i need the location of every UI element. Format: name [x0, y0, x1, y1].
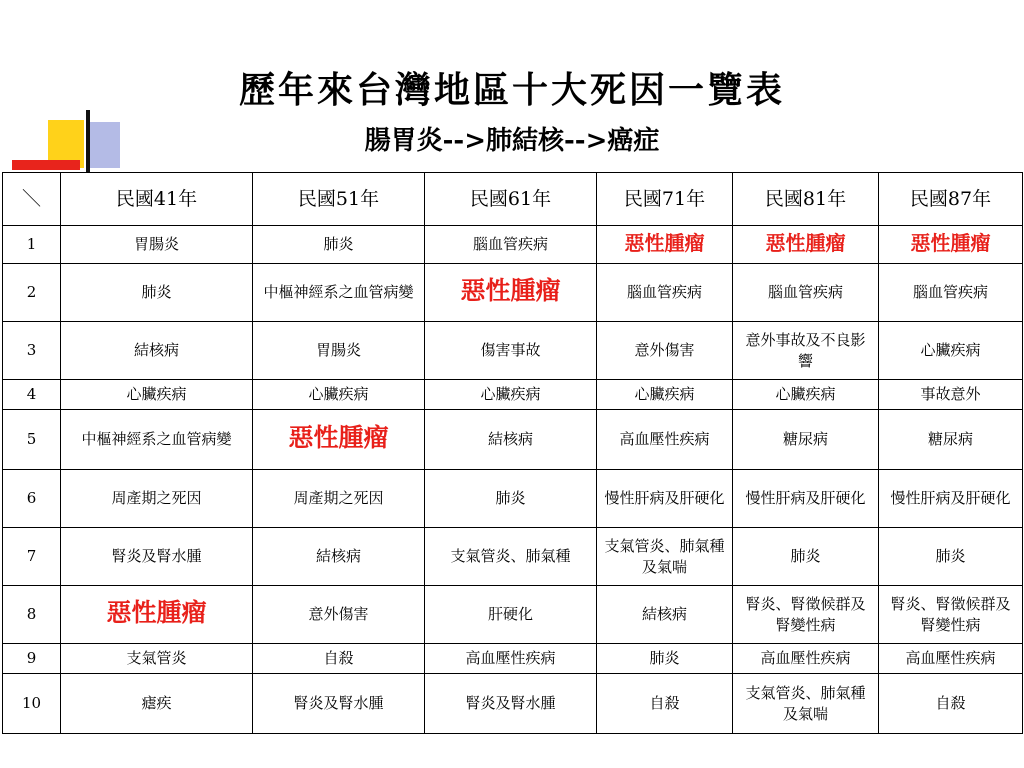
highlighted-cause-text: 惡性腫瘤 [910, 231, 991, 255]
cause-cell [253, 264, 425, 322]
cause-text: 高血壓性疾病 [905, 649, 996, 667]
cause-text: 中樞神經系之血管病變 [81, 430, 232, 448]
cause-text: 心臟疾病 [920, 341, 981, 359]
cause-text: 結核病 [315, 547, 361, 565]
cause-cell [879, 264, 1023, 322]
cause-cell [733, 528, 879, 586]
cause-cell [733, 674, 879, 734]
cause-cell [253, 644, 425, 674]
cause-cell [61, 470, 253, 528]
header-year-cell: 民國81年 [733, 173, 879, 226]
header-year-cell: 民國51年 [253, 173, 425, 226]
cause-text: 結核病 [133, 341, 179, 359]
cause-cell [597, 226, 733, 264]
cause-text: 周產期之死因 [111, 489, 202, 507]
cause-cell [253, 226, 425, 264]
cause-text: 事故意外 [920, 385, 981, 403]
cause-cell [733, 410, 879, 470]
table-row [3, 226, 1023, 264]
cause-cell [879, 380, 1023, 410]
header-year-cell: 民國41年 [61, 173, 253, 226]
cause-text: 心臟疾病 [308, 385, 369, 403]
cause-cell [253, 528, 425, 586]
rank-number-cell: 5 [3, 410, 61, 470]
cause-text: 心臟疾病 [480, 385, 541, 403]
cause-text: 支氣管炎、肺氣種及氣喘 [745, 683, 866, 723]
cause-text: 腦血管疾病 [472, 235, 548, 253]
cause-text: 肺炎 [790, 547, 821, 565]
cause-text: 糖尿病 [927, 430, 973, 448]
highlighted-cause-text: 惡性腫瘤 [288, 423, 389, 452]
cause-text: 支氣管炎、肺氣種及氣喘 [604, 536, 725, 576]
rank-number-cell: 1 [3, 226, 61, 264]
cause-text: 腎炎及腎水腫 [111, 547, 202, 565]
cause-text: 中樞神經系之血管病變 [263, 283, 414, 301]
cause-cell [879, 470, 1023, 528]
rank-number-cell: 9 [3, 644, 61, 674]
cause-text: 腎炎、腎徵候群及腎變性病 [890, 594, 1011, 634]
cause-cell [425, 470, 597, 528]
slide-title: 歷年來台灣地區十大死因一覽表 [238, 69, 785, 111]
decor-red-bar [12, 160, 80, 170]
death-causes-table [2, 172, 1023, 734]
cause-text: 意外事故及不良影響 [745, 330, 866, 370]
cause-cell [425, 528, 597, 586]
rank-number-cell: 3 [3, 322, 61, 380]
cause-cell [425, 380, 597, 410]
cause-text: 心臟疾病 [126, 385, 187, 403]
cause-text: 心臟疾病 [775, 385, 836, 403]
cause-text: 腦血管疾病 [626, 283, 702, 301]
cause-cell [879, 322, 1023, 380]
table-row [3, 380, 1023, 410]
rank-number-cell: 2 [3, 264, 61, 322]
cause-cell [733, 586, 879, 644]
table-row [3, 528, 1023, 586]
cause-cell [61, 674, 253, 734]
table-row [3, 644, 1023, 674]
cause-text: 腦血管疾病 [912, 283, 988, 301]
cause-cell [597, 674, 733, 734]
cause-cell [61, 586, 253, 644]
cause-cell [425, 264, 597, 322]
cause-text: 瘧疾 [141, 694, 172, 712]
cause-text: 高血壓性疾病 [760, 649, 851, 667]
highlighted-cause-text: 惡性腫瘤 [765, 231, 846, 255]
header-row [3, 173, 1023, 226]
cause-text: 肺炎 [323, 235, 354, 253]
cause-cell [61, 226, 253, 264]
rank-number-cell: 8 [3, 586, 61, 644]
cause-cell [733, 322, 879, 380]
cause-cell [61, 644, 253, 674]
cause-cell [253, 470, 425, 528]
cause-text: 腎炎、腎徵候群及腎變性病 [745, 594, 866, 634]
cause-text: 意外傷害 [308, 605, 369, 623]
cause-text: 糖尿病 [782, 430, 828, 448]
cause-cell [597, 528, 733, 586]
table-row [3, 410, 1023, 470]
cause-cell [425, 322, 597, 380]
cause-text: 傷害事故 [480, 341, 541, 359]
cause-cell [61, 264, 253, 322]
cause-cell [61, 380, 253, 410]
cause-cell [253, 586, 425, 644]
rank-number-cell: 10 [3, 674, 61, 734]
cause-cell [253, 674, 425, 734]
cause-cell [879, 586, 1023, 644]
cause-text: 肺炎 [141, 283, 172, 301]
highlighted-cause-text: 惡性腫瘤 [460, 276, 561, 305]
cause-text: 肺炎 [649, 649, 680, 667]
highlighted-cause-text: 惡性腫瘤 [106, 598, 207, 627]
cause-text: 肝硬化 [487, 605, 533, 623]
cause-text: 自殺 [649, 694, 680, 712]
cause-cell [597, 322, 733, 380]
cause-text: 高血壓性疾病 [465, 649, 556, 667]
cause-text: 慢性肝病及肝硬化 [604, 489, 725, 507]
table-row [3, 674, 1023, 734]
header-year-cell: 民國61年 [425, 173, 597, 226]
cause-cell [253, 322, 425, 380]
cause-cell [733, 264, 879, 322]
cause-cell [597, 264, 733, 322]
cause-cell [597, 410, 733, 470]
cause-cell [253, 410, 425, 470]
cause-cell [879, 226, 1023, 264]
cause-cell [61, 410, 253, 470]
cause-text: 支氣管炎 [126, 649, 187, 667]
cause-cell [425, 644, 597, 674]
cause-text: 肺炎 [495, 489, 526, 507]
highlighted-cause-text: 惡性腫瘤 [624, 231, 705, 255]
cause-text: 周產期之死因 [293, 489, 384, 507]
cause-text: 結核病 [641, 605, 687, 623]
table-row [3, 322, 1023, 380]
cause-cell [733, 380, 879, 410]
cause-text: 腎炎及腎水腫 [293, 694, 384, 712]
cause-cell [733, 470, 879, 528]
cause-cell [879, 410, 1023, 470]
cause-text: 腦血管疾病 [767, 283, 843, 301]
cause-cell [425, 410, 597, 470]
table-row [3, 264, 1023, 322]
cause-text: 高血壓性疾病 [619, 430, 710, 448]
cause-cell [425, 226, 597, 264]
cause-cell [879, 644, 1023, 674]
cause-cell [733, 226, 879, 264]
slide-subtitle: 腸胃炎-->肺結核-->癌症 [364, 126, 660, 156]
table-row [3, 470, 1023, 528]
cause-text: 結核病 [487, 430, 533, 448]
cause-text: 支氣管炎、肺氣種 [450, 547, 571, 565]
cause-text: 胃腸炎 [133, 235, 179, 253]
cause-cell [425, 674, 597, 734]
rank-number-cell: 6 [3, 470, 61, 528]
rank-number-cell: 7 [3, 528, 61, 586]
corner-cell: ＼ [3, 173, 61, 226]
rank-number-cell: 4 [3, 380, 61, 410]
cause-text: 肺炎 [935, 547, 966, 565]
cause-text: 慢性肝病及肝硬化 [890, 489, 1011, 507]
cause-cell [879, 528, 1023, 586]
cause-cell [253, 380, 425, 410]
cause-text: 心臟疾病 [634, 385, 695, 403]
cause-cell [733, 644, 879, 674]
cause-cell [879, 674, 1023, 734]
cause-cell [597, 470, 733, 528]
header-year-cell: 民國87年 [879, 173, 1023, 226]
table-row [3, 586, 1023, 644]
cause-text: 胃腸炎 [315, 341, 361, 359]
cause-text: 慢性肝病及肝硬化 [745, 489, 866, 507]
cause-text: 自殺 [935, 694, 966, 712]
cause-cell [425, 586, 597, 644]
cause-text: 意外傷害 [634, 341, 695, 359]
cause-cell [61, 528, 253, 586]
cause-cell [597, 644, 733, 674]
cause-cell [597, 586, 733, 644]
cause-text: 腎炎及腎水腫 [465, 694, 556, 712]
cause-text: 自殺 [323, 649, 354, 667]
header-year-cell: 民國71年 [597, 173, 733, 226]
cause-cell [61, 322, 253, 380]
cause-cell [597, 380, 733, 410]
